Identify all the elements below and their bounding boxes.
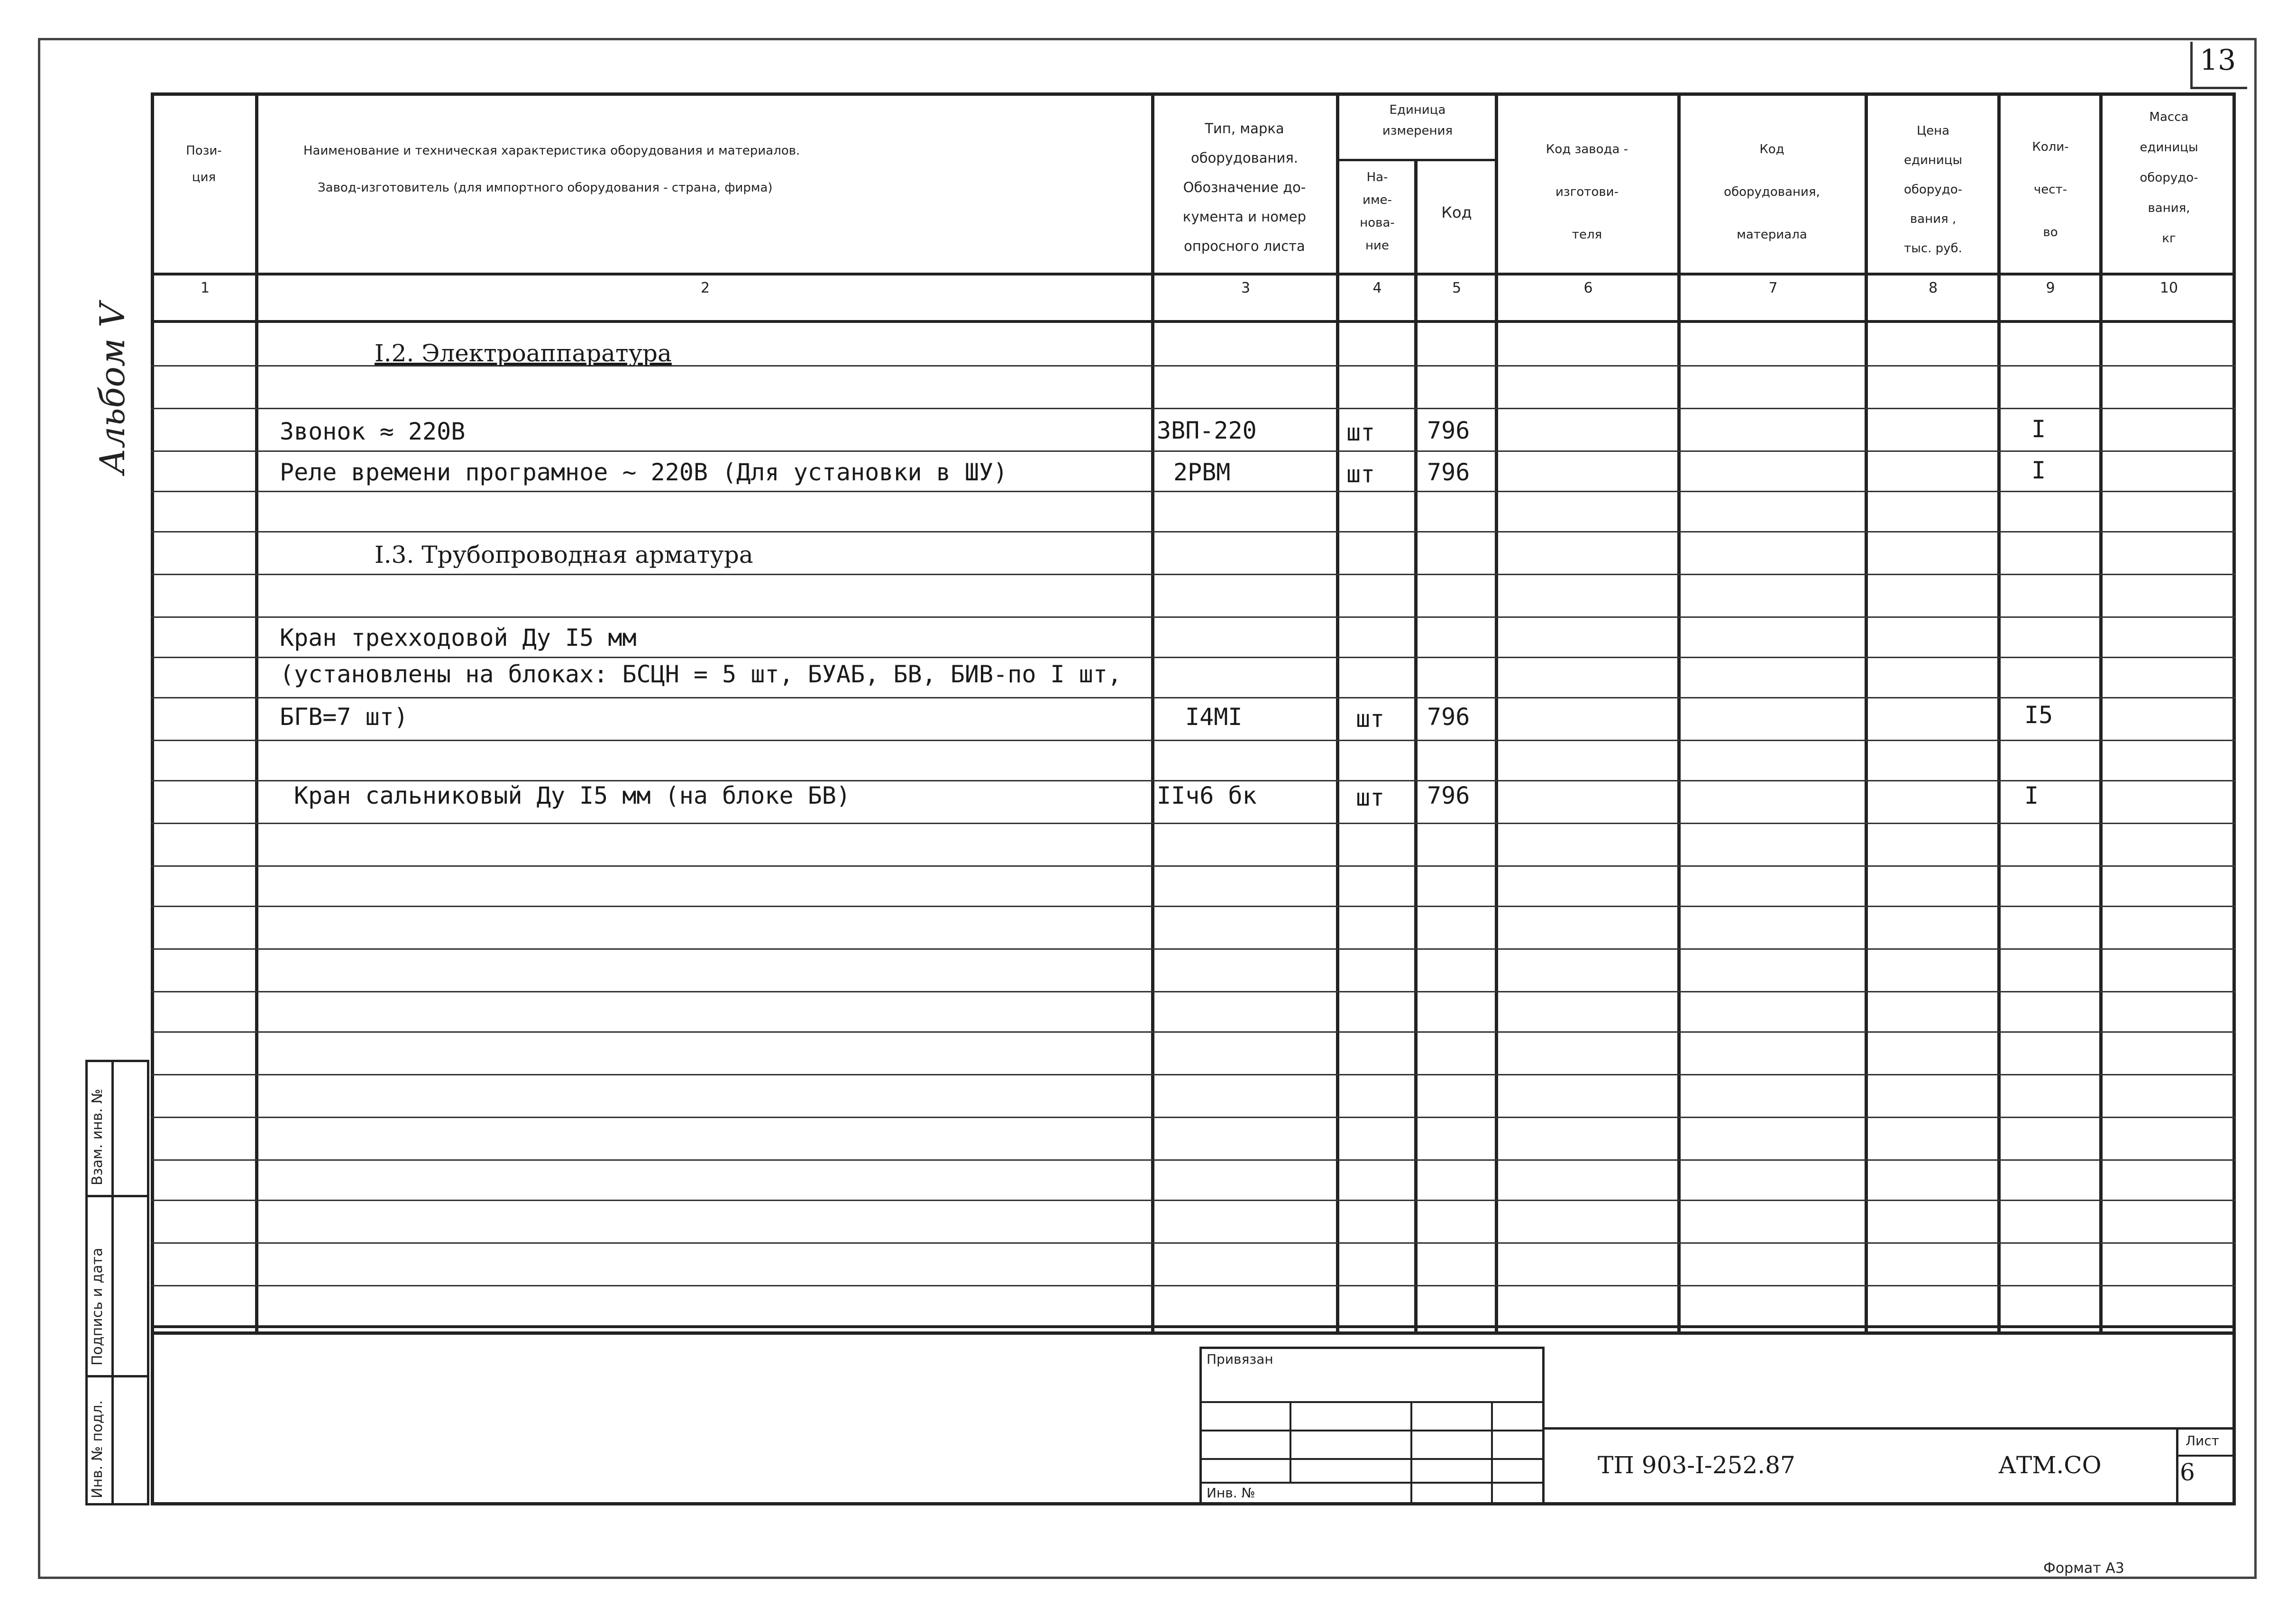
item-type: ЗВП-220: [1157, 417, 1257, 444]
row-line: [151, 408, 2236, 409]
row-line: [151, 1200, 2236, 1201]
column-number: 9: [2046, 280, 2055, 296]
header-mass: Масса единицы оборудо- вания, кг: [2140, 110, 2198, 246]
header-unit-name: На- име- нова- ние: [1360, 170, 1395, 253]
row-line: [151, 1074, 2236, 1075]
page-number: 13: [2200, 44, 2236, 77]
header-unit-code: Код: [1441, 203, 1472, 221]
header-type: Тип, марка оборудования. Обозначение до- кумента и номер опросного листа: [1182, 120, 1307, 254]
sheet-label: Лист: [2186, 1433, 2219, 1449]
row-line: [151, 491, 2236, 492]
section-pipe-fittings: I.3. Трубопроводная арматура: [375, 541, 753, 569]
col-line: [1677, 92, 1681, 1335]
row-line: [151, 948, 2236, 950]
format-label: Формат А3: [2043, 1560, 2124, 1577]
unit-header-divider: [1336, 159, 1495, 161]
item-type: IIч6 бк: [1157, 782, 1257, 809]
column-number: 10: [2159, 280, 2178, 296]
replace-inv-label: Взам. инв. №: [89, 1089, 106, 1185]
header-quantity: Коли- чест- во: [2032, 140, 2069, 239]
row-line: [151, 1159, 2236, 1161]
sheet-box-line: [2176, 1455, 2236, 1457]
item-unit: шт: [1346, 419, 1375, 446]
row-line: [151, 865, 2236, 867]
album-label: Альбом V: [92, 303, 132, 474]
column-number: 8: [1928, 280, 1938, 296]
header-position: Пози- ция: [186, 144, 222, 184]
item-name-cont: (установлены на блоках: БСЦН = 5 шт, БУАБ, БВ, БИВ-по I шт,: [280, 661, 1122, 688]
document-mark: АТМ.СО: [1998, 1451, 2102, 1479]
item-unit: шт: [1356, 705, 1385, 733]
column-number: 5: [1452, 280, 1462, 296]
side-stamp-divider: [111, 1060, 114, 1505]
column-number: 1: [200, 280, 210, 296]
numbers-bottom-line: [151, 320, 2236, 323]
item-code: 796: [1427, 782, 1470, 809]
stamp-inv-no: Инв. №: [1207, 1485, 1255, 1501]
item-code: 796: [1427, 703, 1470, 731]
item-unit: шт: [1356, 784, 1385, 811]
header-bottom-line: [151, 273, 2236, 275]
column-number: 3: [1241, 280, 1251, 296]
item-name: Кран трехходовой Ду I5 мм: [280, 624, 637, 651]
attached-divider: [1410, 1401, 1412, 1505]
col-line: [1336, 92, 1339, 1335]
col-line: [1865, 92, 1868, 1335]
item-name: Реле времени програмное ~ 220В (Для установки в ШУ): [280, 459, 1008, 486]
col-line: [1414, 161, 1418, 1335]
item-code: 796: [1427, 417, 1470, 444]
row-line: [151, 906, 2236, 907]
row-line: [151, 616, 2236, 618]
header-unit: Единица измерения: [1382, 103, 1453, 138]
inv-no-label: Инв. № подл.: [89, 1400, 106, 1498]
column-number: 2: [700, 280, 710, 296]
col-line: [1997, 92, 2001, 1335]
row-line: [151, 574, 2236, 575]
item-name-cont: БГВ=7 шт): [280, 703, 408, 731]
col-line: [1151, 92, 1154, 1335]
header-name: Наименование и техническая характеристика оборудования и материалов. Завод-изготовитель (для импортного оборудования - страна, фирма): [303, 144, 800, 195]
signature-date-label: Подпись и дата: [89, 1248, 106, 1366]
row-line: [151, 450, 2236, 452]
column-number: 6: [1583, 280, 1593, 296]
col-line: [255, 92, 258, 1335]
row-line: [151, 1117, 2236, 1118]
attached-divider: [1491, 1401, 1493, 1505]
header-price: Цена единицы оборудо- вания , тыс. руб.: [1903, 124, 1962, 256]
header-factory-code: Код завода - изготови- теля: [1546, 142, 1628, 242]
row-line: [151, 657, 2236, 658]
col-line: [1495, 92, 1498, 1335]
side-stamp-divider: [85, 1375, 149, 1377]
attached-divider: [1290, 1401, 1291, 1482]
item-unit: шт: [1346, 460, 1375, 488]
row-line: [151, 531, 2236, 532]
header-equipment-code: Код оборудования, материала: [1724, 142, 1820, 242]
item-code: 796: [1427, 459, 1470, 486]
item-qty: I: [2024, 782, 2039, 809]
row-line: [151, 991, 2236, 992]
item-qty: I: [2031, 457, 2046, 484]
col-line: [2099, 92, 2103, 1335]
row-line: [151, 1242, 2236, 1244]
item-type: 2РВМ: [1173, 459, 1231, 486]
item-type: I4MI: [1185, 703, 1243, 731]
side-stamp-divider: [85, 1195, 149, 1197]
section-electrical: I.2. Электроаппаратура: [375, 339, 672, 367]
item-qty: I5: [2024, 701, 2053, 729]
title-block: [151, 1325, 2236, 1505]
attached-label: Привязан: [1207, 1351, 1273, 1367]
column-number: 4: [1372, 280, 1382, 296]
item-name: Кран сальниковый Ду I5 мм (на блоке БВ): [294, 782, 851, 809]
row-line: [151, 740, 2236, 741]
document-code: ТП 903-I-252.87: [1598, 1451, 1795, 1479]
row-line: [151, 1031, 2236, 1033]
row-line: [151, 1285, 2236, 1286]
item-name: Звонок ≈ 220В: [280, 418, 466, 445]
doc-code-line: [1545, 1427, 2236, 1430]
row-line: [151, 823, 2236, 824]
column-number: 7: [1768, 280, 1778, 296]
sheet-number: 6: [2180, 1459, 2195, 1486]
item-qty: I: [2031, 415, 2046, 443]
row-line: [151, 697, 2236, 698]
